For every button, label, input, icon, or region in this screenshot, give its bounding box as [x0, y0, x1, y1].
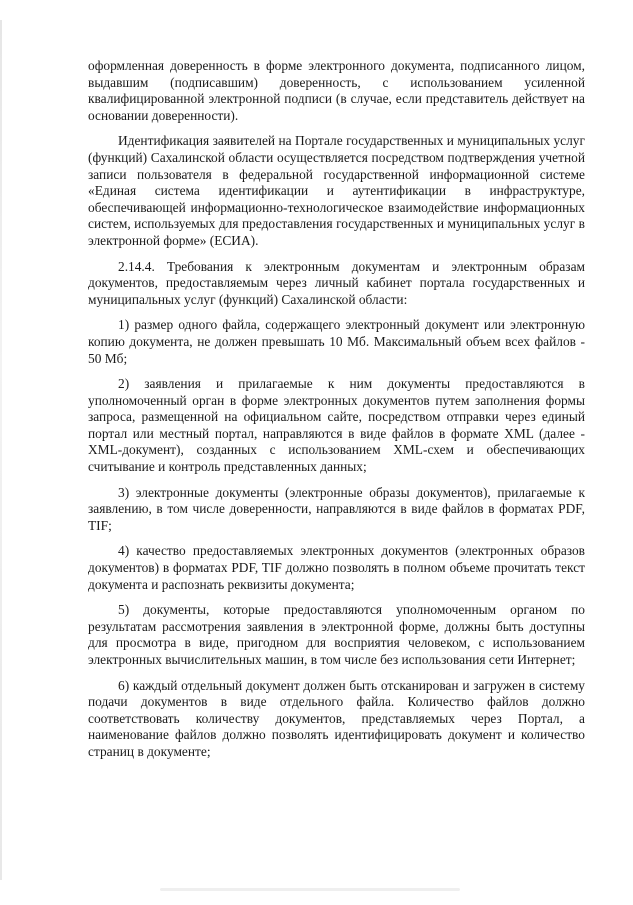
list-item-6: 6) каждый отдельный документ должен быть отсканирован и загружен в систему подачи документов в виде отдельного файла. Количество файлов должно соответствовать количеству документов, представляемых через Портал, а наименование файлов должно позволять идентифицировать документ и количество страниц в документе;	[88, 677, 585, 759]
scan-edge-shadow	[0, 20, 2, 880]
list-item-5: 5) документы, которые предоставляются уполномоченным органом по результатам рассмотрения заявления в электронной форме, должны быть доступны для просмотра в виде, пригодном для восприятия человеком, с использованием электронных вычислительных машин, в том числе без использования сети Интернет;	[88, 602, 585, 667]
document-body	[88, 58, 585, 770]
list-item-1: 1) размер одного файла, содержащего электронный документ или электронную копию документа, не должен превышать 10 Мб. Максимальный объем всех файлов - 50 Мб;	[88, 317, 585, 366]
paragraph-continuation: оформленная доверенность в форме электронного документа, подписанного лицом, выдавшим (подписавшим) доверенность, с использованием усиленной квалифицированной электронной подписи (в случае, если представитель действует на основании доверенности).	[88, 58, 585, 123]
list-item-2: 2) заявления и прилагаемые к ним документы предоставляются в уполномоченный орган в форме электронных документов путем заполнения формы запроса, размещенной на официальном сайте, посредством отправки через единый портал или местный портал, направляются в виде файлов в формате XML (далее - XML-документ), созданных с использованием XML-схем и обеспечивающих считывание и контроль представленных данных;	[88, 376, 585, 475]
scan-bottom-artifact	[160, 888, 460, 891]
list-item-3: 3) электронные документы (электронные образы документов), прилагаемые к заявлению, в том числе доверенности, направляются в виде файлов в форматах PDF, TIF;	[88, 484, 585, 533]
paragraph-section-2-14-4: 2.14.4. Требования к электронным документам и электронным образам документов, предоставляемым через личный кабинет портала государственных и муниципальных услуг (функций) Сахалинской области:	[88, 258, 585, 307]
paragraph-identification: Идентификация заявителей на Портале государственных и муниципальных услуг (функций) Сахалинской области осуществляется посредством подтверждения учетной записи пользователя в федеральной государственной информационной системе «Единая система идентификации и аутентификации в инфраструктуре, обеспечивающей информационно-технологическое взаимодействие информационных систем, используемых для предоставления государственных и муниципальных услуг в электронной форме» (ЕСИА).	[88, 133, 585, 248]
list-item-4: 4) качество предоставляемых электронных документов (электронных образов документов) в форматах PDF, TIF должно позволять в полном объеме прочитать текст документа и распознать реквизиты документа;	[88, 543, 585, 592]
